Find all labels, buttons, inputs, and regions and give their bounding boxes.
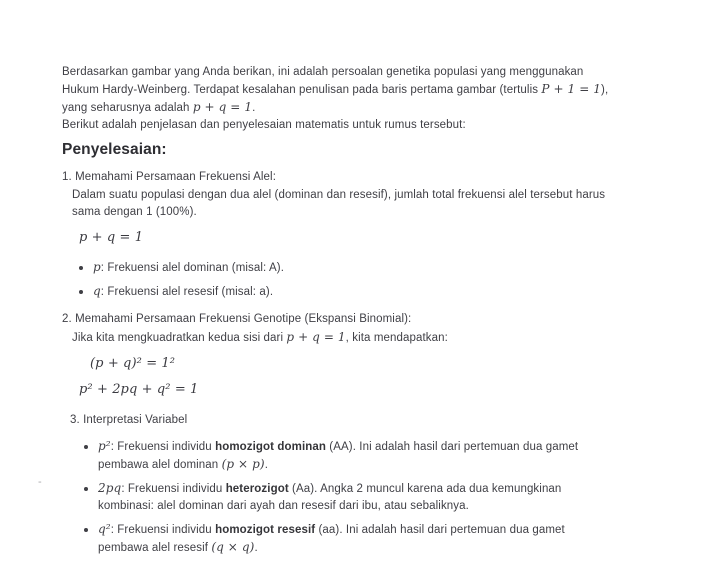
math-q: q	[93, 284, 101, 298]
bullet-p-text: : Frekuensi alel dominan (misal: A).	[100, 262, 284, 274]
formula-allele-sum: p + q = 1	[79, 230, 144, 245]
intro-text-mid: ), yang seharusnya adalah	[62, 84, 609, 114]
followup-paragraph: Berikut adalah penjelasan dan penyelesaian matematis untuk rumus tersebut:	[62, 119, 466, 131]
answer-content	[62, 64, 615, 567]
text-mid: (AA). Ini adalah hasil dari pertemuan dua gamet pembawa alel dominan	[98, 441, 579, 471]
math-p-times-p: (p × p)	[221, 457, 265, 471]
bullet-homozygote-recessive	[84, 521, 615, 557]
section-2-title: 2. Memahami Persamaan Frekuensi Genotipe (Ekspansi Binomial):	[62, 313, 412, 325]
text-pre: : Frekuensi individu	[110, 524, 216, 536]
math-q-squared: q²	[98, 522, 111, 536]
allele-bullet-list	[62, 259, 615, 301]
section-1-body: Dalam suatu populasi dengan dua alel (dominan dan resesif), jumlah total frekuensi alel tersebut harus sama dengan 1 (100%).	[72, 189, 606, 218]
section-3-title: 3. Interpretasi Variabel	[70, 414, 188, 426]
intro-paragraph	[62, 64, 615, 117]
text-end: .	[264, 459, 268, 471]
text-end: .	[254, 542, 258, 554]
section-2-body	[72, 329, 615, 347]
bullet-heterozygote	[84, 480, 615, 515]
heading-penyelesaian: Penyelesaian:	[62, 141, 167, 158]
math-2pq: 2pq	[98, 481, 122, 495]
math-q-times-q: (q × q)	[211, 540, 255, 554]
formula-binomial-squared: (p + q)² = 1²	[90, 356, 176, 371]
formula-expanded: p² + 2pq + q² = 1	[79, 382, 199, 397]
text-pre: : Frekuensi individu	[121, 483, 226, 495]
bullet-homozygote-dominant	[84, 438, 615, 474]
intro-text-end: .	[252, 102, 256, 114]
bold-homozigot-dominan: homozigot dominan	[215, 441, 327, 453]
genotype-bullet-list	[67, 438, 615, 557]
section-2-body-pre: Jika kita mengkuadratkan kedua sisi dari	[72, 332, 287, 344]
section-2-body-post: , kita mendapatkan:	[345, 332, 448, 344]
text-mid: (aa). Ini adalah hasil dari pertemuan dua gamet pembawa alel resesif	[98, 524, 565, 554]
margin-stray-dash: -	[38, 476, 42, 488]
bullet-q-recessive	[79, 283, 615, 301]
inline-math-p-plus-q-2: p + q = 1	[286, 330, 346, 344]
math-p: p	[93, 260, 101, 274]
intro-text-pre: Berdasarkan gambar yang Anda berikan, ini adalah persoalan genetika populasi yang menggunakan Hukum Hardy-Weinberg. Terdapat kesalahan penulisan pada baris pertama gambar (tertulis	[62, 66, 584, 96]
inline-math-P-plus-1: P + 1 = 1	[541, 82, 602, 96]
section-1-title: 1. Memahami Persamaan Frekuensi Alel:	[62, 171, 276, 183]
bullet-q-text: : Frekuensi alel resesif (misal: a).	[100, 286, 274, 298]
math-p-squared: p²	[98, 439, 111, 453]
text-pre: : Frekuensi individu	[110, 441, 216, 453]
text-mid: (Aa). Angka 2 muncul karena ada dua kemungkinan kombinasi: alel dominan dari ayah dan resesif dari ibu, atau sebaliknya.	[98, 483, 562, 512]
bold-homozigot-resesif: homozigot resesif	[215, 524, 316, 536]
bold-heterozigot: heterozigot	[225, 483, 289, 495]
inline-math-p-plus-q: p + q = 1	[192, 100, 253, 114]
bullet-p-dominant	[79, 259, 615, 277]
